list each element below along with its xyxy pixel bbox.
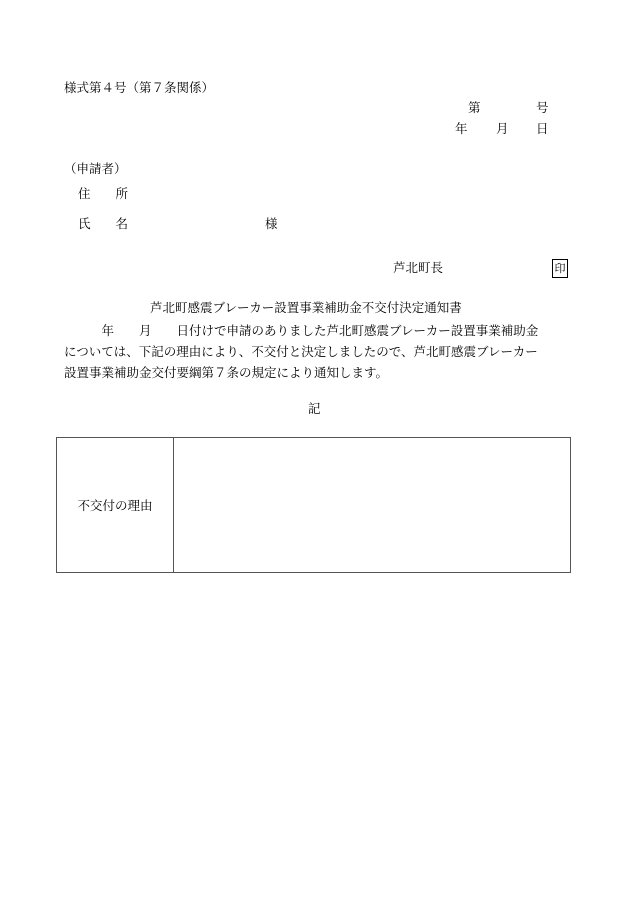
number-dai: 第 [468,100,481,115]
ki-heading: 記 [308,401,321,416]
name-label: 氏 名 [78,216,129,231]
body-line-2: については、下記の理由により、不交付と決定しましたので、芦北町感震ブレーカー [64,344,538,359]
reason-value [174,438,570,572]
notice-body [64,320,580,383]
document-title: 芦北町感震ブレーカー設置事業補助金不交付決定通知書 [150,300,462,315]
date-day: 日 [536,121,549,136]
date-year: 年 [455,121,468,136]
honorific: 様 [265,216,278,231]
issuer-title: 芦北町長 [393,260,444,275]
reason-table [56,437,571,573]
number-go: 号 [536,100,549,115]
form-id: 様式第４号（第７条関係） [64,80,215,95]
address-label: 住 所 [78,186,129,201]
body-line-1: 年 月 日付けで申請のありました芦北町感震ブレーカー設置事業補助金 [64,323,539,338]
date-month: 月 [496,121,509,136]
reason-label: 不交付の理由 [57,438,174,572]
applicant-heading: （申請者） [64,161,127,176]
seal-mark: 印 [552,259,568,278]
body-line-3: 設置事業補助金交付要綱第７条の規定により通知します。 [64,365,389,380]
